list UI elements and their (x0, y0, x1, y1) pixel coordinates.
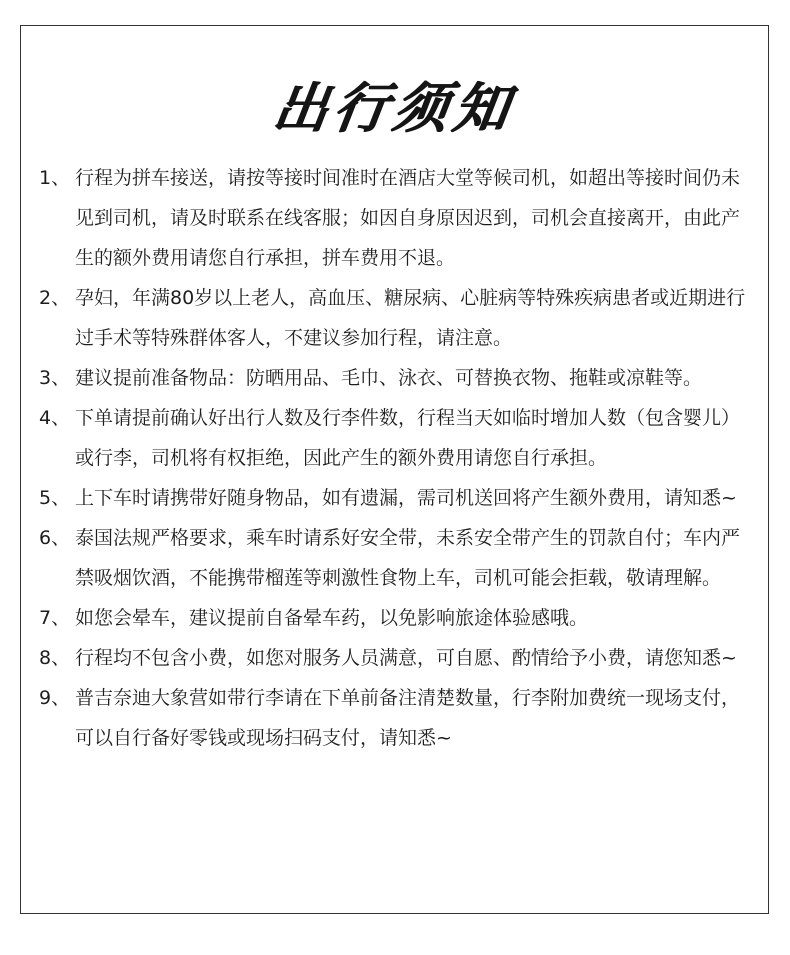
item-text: 孕妇，年满80岁以上老人，高血压、糖尿病、心脏病等特殊疾病患者或近期进行过手术等特殊群体客人，不建议参加行程，请注意。 (75, 287, 746, 349)
item-text: 行程均不包含小费，如您对服务人员满意，可自愿、酌情给予小费，请您知悉~ (75, 647, 737, 669)
item-text: 泰国法规严格要求，乘车时请系好安全带，未系安全带产生的罚款自付；车内严禁吸烟饮酒，不能携带榴莲等刺激性食物上车，司机可能会拒载，敬请理解。 (75, 527, 741, 589)
notice-item-4 (39, 398, 754, 478)
notice-item-5 (39, 478, 754, 518)
notice-item-9 (39, 678, 754, 758)
item-text: 行程为拼车接送，请按等接时间准时在酒店大堂等候司机，如超出等接时间仍未见到司机，请及时联系在线客服；如因自身原因迟到，司机会直接离开，由此产生的额外费用请您自行承担，拼车费用不退。 (75, 167, 741, 269)
notice-item-6 (39, 518, 754, 598)
item-number: 5、 (39, 487, 71, 509)
item-number: 4、 (39, 407, 71, 429)
item-number: 3、 (39, 367, 71, 389)
notice-list (39, 158, 754, 758)
item-number: 6、 (39, 527, 71, 549)
item-number: 2、 (39, 287, 71, 309)
item-text: 如您会晕车，建议提前自备晕车药，以免影响旅途体验感哦。 (75, 607, 589, 629)
notice-item-8 (39, 638, 754, 678)
item-text: 下单请提前确认好出行人数及行李件数，行程当天如临时增加人数（包含婴儿）或行李，司机将有权拒绝，因此产生的额外费用请您自行承担。 (75, 407, 741, 469)
item-number: 8、 (39, 647, 71, 669)
notice-frame (20, 25, 769, 914)
item-text: 建议提前准备物品：防晒用品、毛巾、泳衣、可替换衣物、拖鞋或凉鞋等。 (75, 367, 703, 389)
item-number: 1、 (39, 167, 71, 189)
notice-title: 出行须知 (269, 77, 519, 140)
notice-item-3 (39, 358, 754, 398)
notice-item-7 (39, 598, 754, 638)
item-text: 普吉奈迪大象营如带行李请在下单前备注清楚数量，行李附加费统一现场支付，可以自行备好零钱或现场扫码支付，请知悉~ (75, 687, 741, 749)
item-number: 9、 (39, 687, 71, 709)
item-number: 7、 (39, 607, 71, 629)
notice-item-2 (39, 278, 754, 358)
item-text: 上下车时请携带好随身物品，如有遗漏，需司机送回将产生额外费用，请知悉~ (75, 487, 737, 509)
notice-item-1 (39, 158, 754, 278)
